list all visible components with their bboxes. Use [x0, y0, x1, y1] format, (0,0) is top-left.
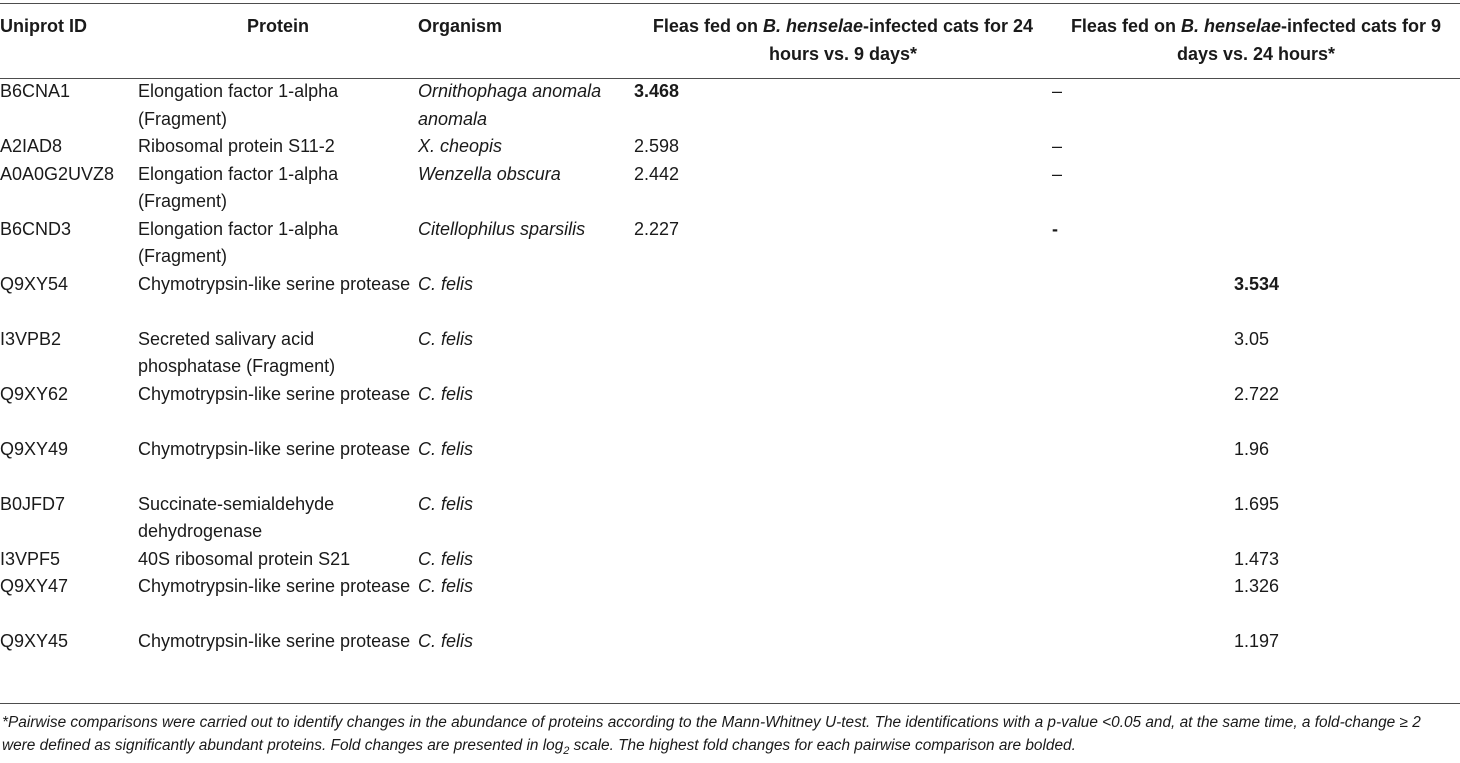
- uniprot-id: A0A0G2UVZ8: [0, 163, 115, 184]
- fold-change-9d-vs-24h: –: [1052, 136, 1063, 156]
- fold-change-24h-vs-9d: [634, 573, 1052, 628]
- organism: Ornithophaga anomala anomala: [418, 81, 602, 129]
- header-9d-vs-24h-prefix: Fleas fed on: [1070, 16, 1181, 36]
- header-protein: Protein: [246, 16, 309, 36]
- bottom-rule: [0, 703, 1460, 704]
- header-organism: Organism: [418, 16, 503, 36]
- table-row: [0, 546, 1460, 574]
- fold-change-9d-vs-24h: 3.534: [1234, 273, 1280, 294]
- protein-name: 40S ribosomal protein S21: [138, 548, 351, 569]
- table-row: [0, 271, 1460, 326]
- footnote-log-base: 2: [563, 745, 570, 758]
- header-uniprot-id: Uniprot ID: [0, 16, 87, 36]
- fold-change-24h-vs-9d: [634, 271, 1052, 326]
- fold-change-24h-vs-9d: [634, 546, 1052, 574]
- fold-change-24h-vs-9d: [634, 628, 1052, 683]
- fold-change-24h-vs-9d: 2.442: [634, 163, 680, 184]
- uniprot-id: B6CNA1: [0, 81, 71, 101]
- organism: C. felis: [418, 438, 474, 459]
- header-row: [0, 4, 1460, 78]
- protein-name: Elongation factor 1-alpha (Fragment): [138, 81, 339, 129]
- table-row: [0, 628, 1460, 683]
- organism: Citellophilus sparsilis: [418, 218, 586, 239]
- organism: C. felis: [418, 328, 474, 349]
- uniprot-id: Q9XY47: [0, 576, 69, 596]
- table-row: [0, 216, 1460, 271]
- protein-name: Chymotrypsin-like serine protease: [138, 383, 411, 404]
- protein-name: Secreted salivary acid phosphatase (Fragment): [138, 328, 336, 376]
- fold-change-9d-vs-24h: 2.722: [1234, 383, 1280, 404]
- uniprot-id: A2IAD8: [0, 136, 63, 156]
- uniprot-id: Q9XY54: [0, 273, 69, 294]
- fold-change-24h-vs-9d: [634, 326, 1052, 381]
- organism: Wenzella obscura: [418, 163, 561, 184]
- fold-change-9d-vs-24h: 1.326: [1234, 576, 1280, 596]
- table-row: [0, 573, 1460, 628]
- uniprot-id: Q9XY49: [0, 438, 69, 459]
- header-24h-vs-9d-suffix: -infected cats for 24 hours vs. 9 days*: [768, 16, 1034, 64]
- protein-table: [0, 4, 1460, 683]
- fold-change-9d-vs-24h: -: [1052, 218, 1058, 239]
- organism: C. felis: [418, 631, 474, 651]
- protein-name: Elongation factor 1-alpha (Fragment): [138, 218, 339, 266]
- fold-change-24h-vs-9d: 2.598: [634, 136, 680, 156]
- uniprot-id: B0JFD7: [0, 493, 66, 514]
- organism: C. felis: [418, 273, 474, 294]
- fold-change-9d-vs-24h: 1.96: [1234, 438, 1270, 459]
- protein-name: Chymotrypsin-like serine protease: [138, 576, 411, 596]
- table-row: [0, 133, 1460, 161]
- protein-name: Chymotrypsin-like serine protease: [138, 273, 411, 294]
- header-24h-vs-9d-species: B. henselae: [762, 16, 863, 36]
- table-row: [0, 381, 1460, 436]
- uniprot-id: Q9XY45: [0, 631, 69, 651]
- table-row: [0, 161, 1460, 216]
- protein-name: Chymotrypsin-like serine protease: [138, 438, 411, 459]
- table-footnote: [2, 711, 1458, 763]
- organism: X. cheopis: [418, 136, 503, 156]
- organism: C. felis: [418, 493, 474, 514]
- header-24h-vs-9d-prefix: Fleas fed on: [652, 16, 763, 36]
- uniprot-id: Q9XY62: [0, 383, 69, 404]
- header-9d-vs-24h-species: B. henselae: [1180, 16, 1282, 36]
- organism: C. felis: [418, 576, 474, 596]
- uniprot-id: B6CND3: [0, 218, 72, 239]
- fold-change-24h-vs-9d: [634, 381, 1052, 436]
- organism: C. felis: [418, 548, 474, 569]
- fold-change-9d-vs-24h: 1.197: [1234, 631, 1280, 651]
- footnote-text-end: scale. The highest fold changes for each pairwise comparison are bolded.: [569, 737, 1076, 754]
- fold-change-9d-vs-24h: –: [1052, 163, 1063, 184]
- protein-name: Succinate-semialdehyde dehydrogenase: [138, 493, 335, 541]
- fold-change-9d-vs-24h: –: [1052, 81, 1063, 101]
- table-row: [0, 436, 1460, 491]
- header-24h-vs-9d: [634, 4, 1052, 78]
- header-9d-vs-24h: [1052, 4, 1460, 78]
- protein-name: Chymotrypsin-like serine protease: [138, 631, 411, 651]
- footnote-text: *Pairwise comparisons were carried out to identify changes in the abundance of proteins according to the Mann-Whitney U-test. The identifications with a p-value <0.05 and, at the same time, a fold-change ≥ 2 were defined as significantly abundant proteins. Fold changes are presented in log: [2, 714, 1421, 754]
- header-9d-vs-24h-suffix: -infected cats for 9 days vs. 24 hours*: [1176, 16, 1442, 64]
- uniprot-id: I3VPF5: [0, 548, 61, 569]
- organism: C. felis: [418, 383, 474, 404]
- fold-change-9d-vs-24h: 1.473: [1234, 548, 1280, 569]
- table-row: [0, 326, 1460, 381]
- fold-change-24h-vs-9d: 3.468: [634, 81, 680, 101]
- table-row: [0, 78, 1460, 133]
- fold-change-24h-vs-9d: 2.227: [634, 218, 680, 239]
- protein-name: Ribosomal protein S11-2: [138, 136, 335, 156]
- fold-change-9d-vs-24h: 1.695: [1234, 493, 1280, 514]
- fold-change-9d-vs-24h: 3.05: [1234, 328, 1270, 349]
- fold-change-24h-vs-9d: [634, 491, 1052, 546]
- fold-change-24h-vs-9d: [634, 436, 1052, 491]
- table-row: [0, 491, 1460, 546]
- protein-name: Elongation factor 1-alpha (Fragment): [138, 163, 339, 211]
- uniprot-id: I3VPB2: [0, 328, 62, 349]
